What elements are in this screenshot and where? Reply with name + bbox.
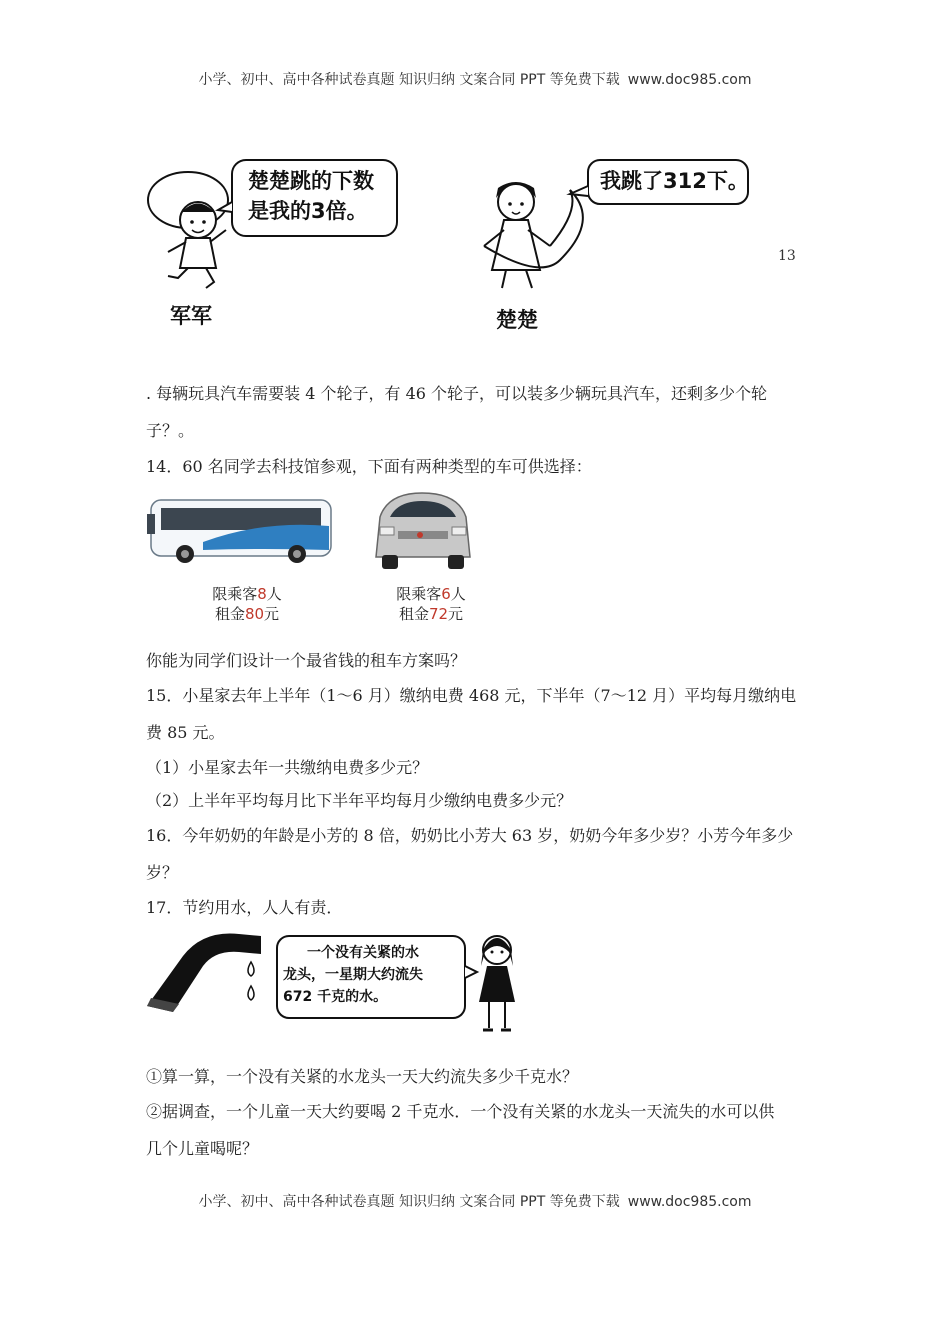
boy-bubble-line-1: 楚楚跳的下数 <box>248 169 374 193</box>
q14-question: 你能为同学们设计一个最省钱的租车方案吗？ <box>146 651 467 670</box>
bus-capacity-unit: 人 <box>266 585 282 603</box>
boy-bubble-line-2: 是我的3倍。 <box>248 199 368 223</box>
page-header <box>0 69 950 89</box>
van-image <box>368 487 478 573</box>
footer-site[interactable]: www.doc985.com <box>627 1194 752 1210</box>
van-capacity-num: 6 <box>441 585 451 603</box>
q14-line-1: 14．60 名同学去科技馆参观，下面有两种类型的车可供选择： <box>146 457 592 476</box>
page-footer <box>0 1191 950 1211</box>
faucet-bubble-line-1: 一个没有关紧的水 <box>307 945 419 961</box>
van-capacity-label: 限乘客 <box>396 585 442 603</box>
faucet-bubble-line-2: 龙头，一星期大约流失 <box>283 967 423 983</box>
q17-sub-3: 几个儿童喝呢？ <box>146 1139 259 1158</box>
faucet-icon <box>147 933 261 1012</box>
van-icon <box>368 487 478 573</box>
q15-line-1: 15．小星家去年上半年（1～6 月）缴纳电费 468 元，下半年（7～12 月）平均每月缴纳电 <box>146 686 797 705</box>
q13-line-1: . 每辆玩具汽车需要装 4 个轮子，有 46 个轮子，可以装多少辆玩具汽车，还剩多少个轮 <box>146 384 768 403</box>
van-rent-label: 租金 <box>398 605 429 623</box>
q15-line-2: 费 85 元。 <box>146 723 225 742</box>
header-text: 小学、初中、高中各种试卷真题 知识归纳 文案合同 PPT 等免费下载 <box>198 72 620 88</box>
header-site[interactable]: www.doc985.com <box>627 72 752 88</box>
girl-name: 楚楚 <box>496 308 538 332</box>
bus-rent-unit: 元 <box>264 605 280 623</box>
bus-rent-label: 租金 <box>214 605 245 623</box>
van-caption <box>366 584 496 624</box>
bus-capacity-num: 8 <box>257 585 267 603</box>
bus-caption <box>182 584 312 624</box>
girl-bubble-text: 我跳了312下。 <box>600 169 749 193</box>
van-rent-num: 72 <box>428 605 449 623</box>
q15-sub-2: （2）上半年平均每月比下半年平均每月少缴纳电费多少元？ <box>146 791 573 810</box>
van-rent-unit: 元 <box>448 605 464 623</box>
q16-line-1: 16．今年奶奶的年龄是小芳的 8 倍，奶奶比小芳大 63 岁，奶奶今年多少岁？小芳今年多少 <box>146 826 794 845</box>
footer-text: 小学、初中、高中各种试卷真题 知识归纳 文案合同 PPT 等免费下载 <box>198 1194 620 1210</box>
q13-line-2: 子？。 <box>146 421 195 440</box>
page-number: 13 <box>778 248 796 264</box>
q17-line-1: 17．节约用水，人人有责． <box>146 898 343 917</box>
faucet-illustration <box>143 926 533 1040</box>
jump-rope-illustration <box>140 150 800 350</box>
q17-sub-2: ②据调查，一个儿童一天大约要喝 2 千克水．一个没有关紧的水龙头一天流失的水可以供 <box>146 1102 775 1121</box>
bus-icon <box>143 490 343 570</box>
van-capacity-unit: 人 <box>450 585 466 603</box>
faucet-bubble-line-3: 672 千克的水。 <box>283 989 388 1005</box>
bus-capacity-label: 限乘客 <box>212 585 258 603</box>
q17-sub-1: ①算一算，一个没有关紧的水龙头一天大约流失多少千克水？ <box>146 1067 579 1086</box>
q15-sub-1: （1）小星家去年一共缴纳电费多少元？ <box>146 758 429 777</box>
bus-rent-num: 80 <box>244 605 265 623</box>
water-drop-icon-2 <box>248 986 254 1000</box>
q16-line-2: 岁？ <box>146 863 179 882</box>
bus-image <box>143 490 343 570</box>
water-drop-icon <box>248 962 254 976</box>
boy-name: 军军 <box>170 304 212 328</box>
